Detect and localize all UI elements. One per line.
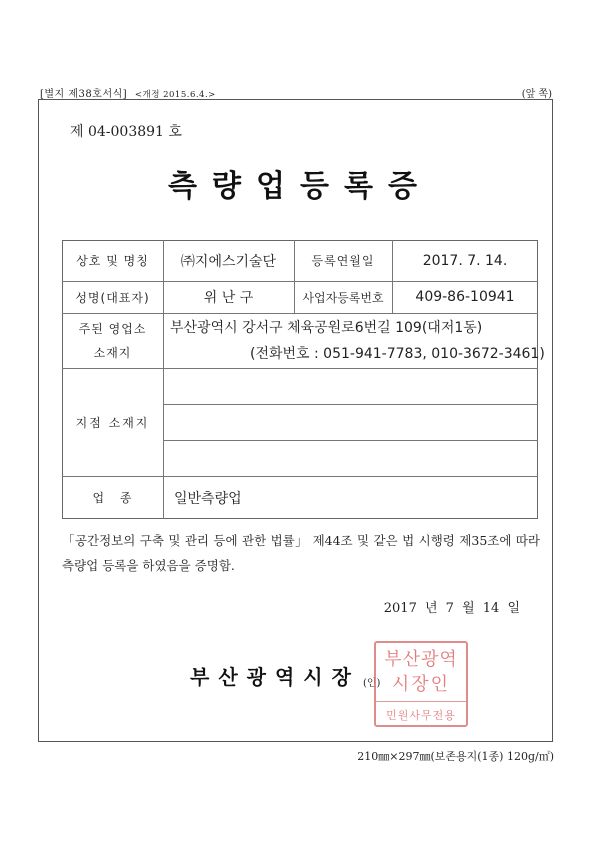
business-number-value: 409-86-10941	[415, 289, 515, 305]
seal-text-line1: 부산광역	[384, 649, 458, 670]
official-seal	[374, 641, 468, 727]
table-hline	[163, 440, 538, 441]
certification-statement: 「공간정보의 구축 및 관리 등에 관한 법률」 제44조 및 같은 법 시행령 제35조에 따라 측량업 등록을 하였음을 증명함.	[62, 533, 540, 573]
trade-name-value: ㈜지에스기술단	[180, 253, 277, 270]
address-line1: 부산광역시 강서구 체육공원로6번길 109(대저1동)	[170, 320, 483, 336]
branch-location-label: 지점 소재지	[75, 415, 150, 430]
address-phone: (전화번호 : 051-941-7783, 010-3672-3461)	[250, 346, 545, 362]
issuer-name: 부산광역시장	[190, 665, 360, 689]
form-label	[40, 85, 216, 100]
trade-name-label: 상호 및 명칭	[76, 254, 149, 268]
seal-text-line2: 시장인	[391, 674, 451, 695]
business-number-label: 사업자등록번호	[302, 290, 384, 305]
office-label-line1: 주된 영업소	[78, 321, 147, 336]
reg-date-value: 2017. 7. 14.	[422, 252, 508, 269]
document-title: 측량업등록증	[168, 169, 432, 204]
form-number: [별지 제38호서식]	[40, 89, 128, 100]
seal-placeholder: (인)	[363, 678, 381, 689]
page-side: (앞 쪽)	[521, 89, 552, 100]
seal-text-line3: 민원사무전용	[376, 701, 466, 723]
representative-value: 위 난 구	[203, 290, 254, 306]
revision-note: <개정 2015.6.4.>	[134, 90, 216, 100]
table-hline	[163, 404, 538, 405]
reg-date-label: 등록연월일	[311, 254, 375, 268]
business-type-value: 일반측량업	[174, 490, 242, 507]
representative-label: 성명(대표자)	[75, 290, 150, 305]
office-label-line2: 소재지	[93, 345, 132, 360]
business-type-label: 업 종	[92, 491, 133, 505]
issue-date: 2017 년 7 월 14 일	[383, 601, 520, 616]
office-location-label	[62, 313, 163, 368]
registration-number: 제 04-003891 호	[70, 124, 182, 140]
paper-spec: 210㎜×297㎜(보존용지(1종) 120g/㎡)	[357, 750, 554, 763]
